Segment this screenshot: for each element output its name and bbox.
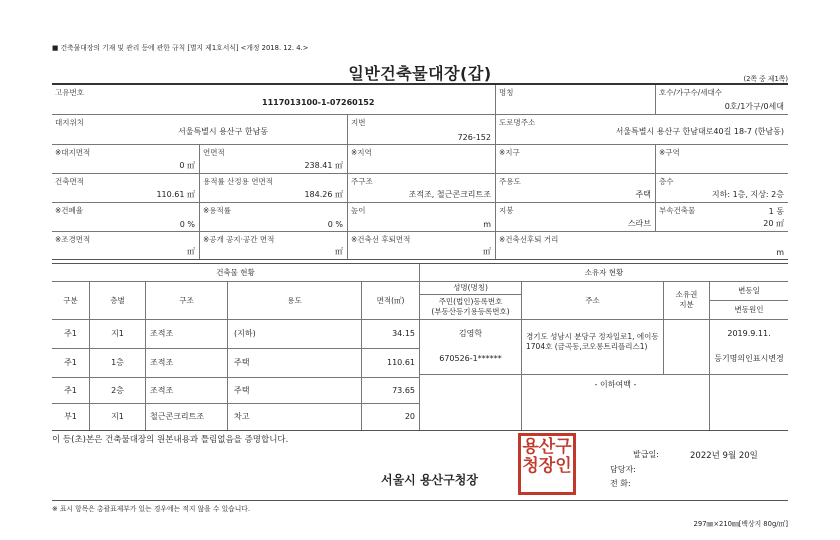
- owner-section-title: 소유자 현황: [420, 264, 788, 282]
- owner-share: [664, 320, 710, 374]
- paper-spec: 297㎜×210㎜[백상지 80g/㎡]: [693, 520, 788, 528]
- floors-header-row: [52, 282, 420, 320]
- change-date: 2019.9.11.: [727, 329, 771, 338]
- building-area-cell: [52, 174, 200, 203]
- annex-cell: [656, 203, 788, 232]
- floors-value: 지하: 1층, 지상: 2층: [711, 190, 784, 199]
- bcr-value: 0 %: [179, 220, 195, 229]
- seal-line-1: 용산구: [522, 437, 572, 457]
- open-space-label: ※공개 공지·공간 면적: [203, 235, 275, 244]
- building-area-label: 건축면적: [55, 177, 84, 186]
- col-kind: 구분: [52, 282, 90, 319]
- owner-regno-header: 주민(법인)등록번호 (부동산등기용등록번호): [431, 297, 510, 316]
- setback-dist-value: m: [776, 248, 784, 257]
- issue-date-value: 2022년 9월 20일: [690, 451, 758, 461]
- owner-address-header: 주소: [522, 282, 664, 319]
- certify-text: 이 등(초)본은 건축물대장의 원본내용과 틀림없음을 증명합니다.: [52, 435, 289, 445]
- page-title: 일반건축물대장(갑): [348, 64, 492, 83]
- row-structure: 조적조: [146, 378, 228, 403]
- name-cell: [496, 85, 656, 115]
- issue-date-label: 발급일:: [633, 450, 659, 459]
- row-floor: 지1: [90, 404, 146, 430]
- change-date-header: 변동일: [710, 282, 788, 301]
- land-area-label: ※대지면적: [55, 148, 91, 157]
- row-kind: 부1: [52, 404, 90, 430]
- structure-label: 주구조: [351, 177, 373, 186]
- land-area-cell: [52, 145, 200, 174]
- row-floor: 지1: [90, 320, 146, 348]
- issuer-name: 서울시 용산구청장: [381, 473, 478, 487]
- table-row: [52, 378, 420, 404]
- district-cell: [496, 145, 656, 174]
- zone-label: ※지역: [351, 148, 372, 157]
- legal-basis: ■ 건축물대장의 기재 및 관리 등에 관한 규칙 [별지 제1호서식] <개정 2018. 12. 4.>: [52, 44, 309, 52]
- register-summary: [52, 83, 788, 260]
- table-row: [52, 404, 420, 430]
- table-row: [52, 320, 420, 349]
- blank-note: - 이하여백 -: [594, 380, 637, 389]
- seal-line-2: 청장인: [522, 456, 572, 476]
- owner-name-regno-header: [420, 282, 522, 319]
- height-value: m: [483, 220, 491, 229]
- row-use: 차고: [228, 404, 362, 430]
- table-row: [52, 349, 420, 378]
- far-area-label: 용적률 산정용 연면적: [203, 177, 273, 186]
- floors-label: 층수: [659, 177, 674, 186]
- open-space-cell: [200, 232, 348, 260]
- structure-value: 조적조, 철근콘크리트조: [408, 190, 491, 199]
- row-kind: 주1: [52, 349, 90, 377]
- page-info: (2쪽 중 제1쪽): [743, 75, 788, 83]
- landscape-value: ㎡: [187, 247, 195, 256]
- change-reason-header: 변동원인: [734, 305, 764, 314]
- col-floor: 층별: [90, 282, 146, 319]
- bcr-cell: [52, 203, 200, 232]
- setback-area-label: ※건축선 후퇴면적: [351, 235, 411, 244]
- landscape-cell: [52, 232, 200, 260]
- block-label: ※구역: [659, 148, 680, 157]
- annex-count: 1 동: [768, 207, 784, 216]
- road-cell: [496, 115, 788, 145]
- owner-name: 김영학: [458, 329, 483, 338]
- height-cell: [348, 203, 496, 232]
- row-kind: 주1: [52, 320, 90, 348]
- household-cell: [656, 85, 788, 115]
- setback-dist-label: ※건축선후퇴 거리: [499, 235, 559, 244]
- road-value: 서울특별시 용산구 한남대로40길 18-7 (한남동): [615, 127, 784, 136]
- use-label: 주용도: [499, 177, 521, 186]
- name-label: 명칭: [499, 88, 514, 97]
- row-use: (지하): [228, 320, 362, 348]
- owner-blank-area: [420, 375, 788, 430]
- far-label: ※용적률: [203, 206, 232, 215]
- col-area: 면적(㎡): [362, 282, 420, 319]
- lot-cell: [348, 115, 496, 145]
- floor-area-value: 238.41 ㎡: [304, 161, 343, 170]
- zone-cell: [348, 145, 496, 174]
- open-space-value: ㎡: [335, 247, 343, 256]
- row-use: 주택: [228, 349, 362, 377]
- setback-area-value: ㎡: [483, 247, 491, 256]
- landscape-label: ※조경면적: [55, 235, 91, 244]
- floors-section-title: 건축물 현황: [52, 264, 420, 282]
- row-kind: 주1: [52, 378, 90, 403]
- owner-row: [420, 320, 788, 375]
- setback-area-cell: [348, 232, 496, 260]
- household-label: 호수/가구수/세대수: [659, 88, 723, 97]
- row-area: 34.15: [362, 320, 420, 348]
- row-area: 73.65: [362, 378, 420, 403]
- floor-area-cell: [200, 145, 348, 174]
- owner-change-header: [710, 282, 788, 319]
- owner-address: 경기도 성남시 분당구 정자일로1, 에이동 1704호 (금곡동,코오롱트리플리스1): [522, 320, 664, 374]
- row-structure: 조적조: [146, 320, 228, 348]
- owner-name-header: 성명(명칭): [420, 282, 521, 295]
- site-cell: [52, 115, 348, 145]
- id-value: 1117013100-1-07260152: [262, 98, 375, 107]
- site-label: 대지위치: [55, 118, 84, 127]
- id-label: 고유번호: [55, 88, 84, 97]
- bcr-label: ※건폐율: [55, 206, 84, 215]
- roof-label: 지붕: [499, 206, 514, 215]
- floors-table-body: [52, 320, 420, 430]
- far-area-cell: [200, 174, 348, 203]
- block-cell: [656, 145, 788, 174]
- lot-label: 지번: [351, 118, 366, 127]
- owner-id-cell: [420, 320, 522, 374]
- footer-divider: [52, 500, 788, 501]
- row-floor: 2층: [90, 378, 146, 403]
- blank-cell: [420, 375, 522, 430]
- floor-area-label: 연면적: [203, 148, 225, 157]
- far-value: 0 %: [327, 220, 343, 229]
- col-use: 용도: [228, 282, 362, 319]
- row-area: 110.61: [362, 349, 420, 377]
- blank-cell: [522, 375, 710, 430]
- phone-label: 전 화:: [610, 479, 631, 488]
- building-area-value: 110.61 ㎡: [156, 190, 195, 199]
- setback-dist-cell: [496, 232, 788, 260]
- household-value: 0호/1가구/0세대: [724, 102, 784, 111]
- row-structure: 철근콘크리트조: [146, 404, 228, 430]
- far-area-value: 184.26 ㎡: [304, 190, 343, 199]
- height-label: 높이: [351, 206, 366, 215]
- roof-value: 스라브: [627, 219, 651, 228]
- floors-cell: [656, 174, 788, 203]
- row-area: 20: [362, 404, 420, 430]
- id-cell: [52, 85, 496, 115]
- far-cell: [200, 203, 348, 232]
- row-floor: 1층: [90, 349, 146, 377]
- land-area-value: 0 ㎡: [179, 161, 195, 170]
- district-label: ※지구: [499, 148, 520, 157]
- owner-regno: 670526-1******: [439, 354, 502, 363]
- use-value: 주택: [635, 190, 651, 199]
- lot-value: 726-152: [457, 133, 491, 142]
- annex-label: 부속건축물: [659, 206, 696, 215]
- use-cell: [496, 174, 656, 203]
- row-use: 주택: [228, 378, 362, 403]
- row-structure: 조적조: [146, 349, 228, 377]
- site-value: 서울특별시 용산구 한남동: [178, 127, 269, 136]
- status-section: [52, 263, 788, 431]
- owner-header-row: [420, 282, 788, 320]
- annex-area: 20 ㎡: [763, 219, 784, 228]
- owner-share-header: 소유권 지분: [664, 282, 710, 319]
- official-seal: [518, 433, 576, 495]
- owner-change-cell: [710, 320, 788, 374]
- road-label: 도로명주소: [499, 118, 536, 127]
- clerk-label: 담당자:: [610, 465, 636, 474]
- footer-note: ※ 표시 항목은 총괄표제부가 있는 경우에는 적지 않을 수 있습니다.: [52, 505, 251, 513]
- col-structure: 구조: [146, 282, 228, 319]
- structure-cell: [348, 174, 496, 203]
- roof-cell: [496, 203, 656, 232]
- change-reason: 등기명의인표시변경: [714, 354, 784, 363]
